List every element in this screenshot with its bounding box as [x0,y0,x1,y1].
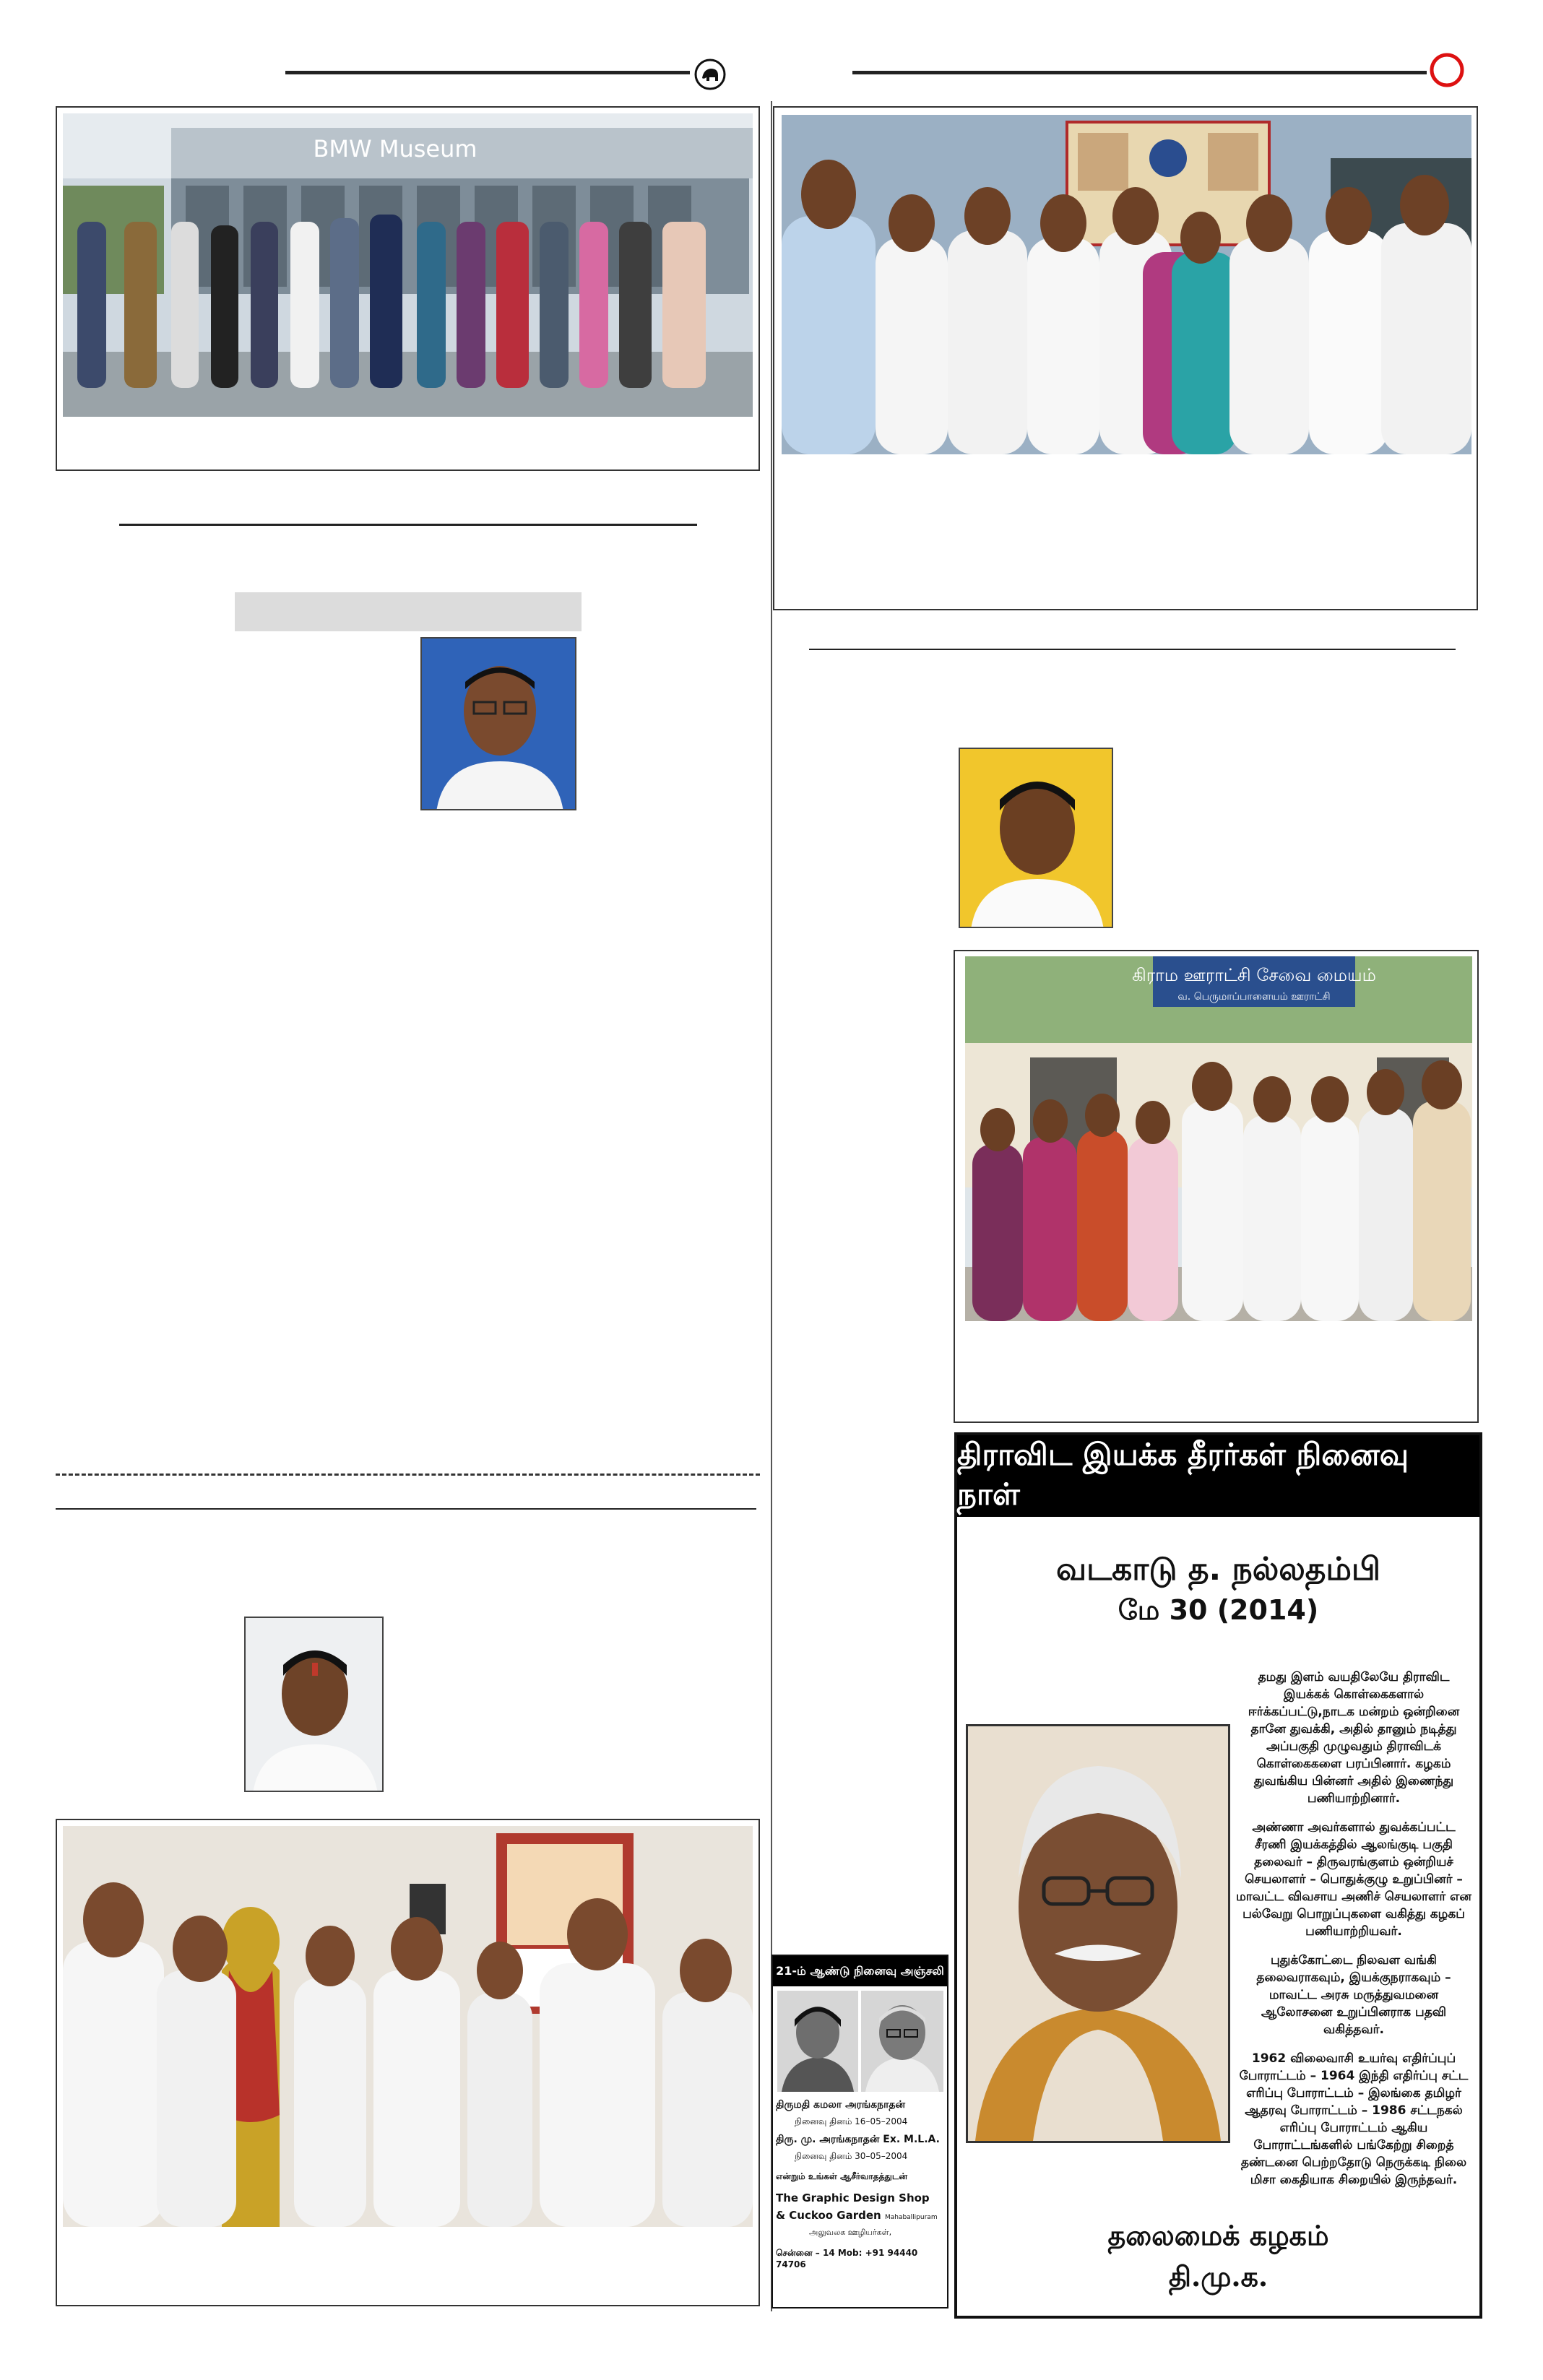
bmw-museum-photo [63,113,753,417]
left-gray-label-bar [235,592,582,631]
right-section-rule [809,649,1456,650]
header-rule-right [852,71,1427,74]
memorial-header-band [957,1435,1479,1517]
portrait-right-yellow [959,748,1113,928]
remembrance-date-1: நினைவு தினம் 16–05–2004 [795,2116,908,2126]
remembrance-shop-1: The Graphic Design Shop [776,2191,930,2204]
remembrance-shop-2 [776,2209,946,2222]
elephant-emblem-icon [693,58,727,91]
remembrance-blessing: என்றும் உங்கள் ஆசீர்வாதத்துடன் [776,2171,908,2181]
memorial-name: வடகாடு த. நல்லதம்பி [1055,1551,1381,1588]
remembrance-name-2: திரு. மு. அரங்கநாதன் Ex. M.L.A. [776,2134,940,2145]
group-photo-frame [773,106,1478,610]
rural-photo-frame [954,950,1479,1423]
portrait-left-top [420,637,576,810]
statue-photo-frame [56,1819,760,2306]
memorial-footer-1: தலைமைக் கழகம் [1107,2219,1329,2251]
group-ceremony-photo [782,115,1471,454]
memorial-ad [954,1432,1482,2319]
rural-signboard: கிராம ஊராட்சி சேவை மையம் [1132,965,1376,985]
remembrance-ad [772,1955,948,2308]
memorial-para-2: அண்ணா அவர்களால் துவக்கப்பட்ட சீரணி இயக்கத்தில் ஆலங்குடி பகுதி தலைவர் – திருவரங்குளம் ஒன்றியச் செயலாளர் – பொதுக்குழு உறுப்பினர் – மாவட்ட விவசாய அணிச் செயலாளர் என பல்வேறு பொறுப்புகளை வகித்து கழகப் பணியாற்றியவர். [1236,1820,1471,1939]
header-rule-left [285,71,690,74]
remembrance-contact: சென்னை – 14 Mob: +91 94440 74706 [776,2248,918,2269]
memorial-para-1: தமது இளம் வயதிலேயே திராவிட இயக்கக் கொள்கைகளால் ஈர்க்கப்பட்டு,நாடக மன்றம் ஒன்றினை தானே துவக்கி, அதில் தானும் நடித்து அப்பகுதி முழுவதும் திராவிடக் கொள்கைகளை பரப்பினார். கழகம் துவங்கிய பின்னர் அதில் இணைந்து பணியாற்றினார். [1248,1670,1460,1806]
statue-garland-photo [63,1826,753,2227]
left-dashed-separator [56,1474,760,1476]
rural-service-centre-photo [965,956,1472,1321]
remembrance-header: 21-ம் ஆண்டு நினைவு அஞ்சலி [776,1963,944,1978]
bmw-sign: BMW Museum [313,135,477,163]
red-circle-icon [1429,52,1465,88]
memorial-para-4: 1962 விலைவாசி உயர்வு எதிர்ப்புப் போராட்டம் – 1964 இந்தி எதிர்ப்பு சட்ட எரிப்பு போராட்டம் – இலங்கை தமிழர் ஆதரவு போராட்டம் – 1986 சட்டநகல் எரிப்பு போராட்டம் ஆகிய போராட்டங்களில் பங்கேற்று சிறைத் தண்டனை பெற்றதோடு நெருக்கடி நிலை மிசா கைதியாக சிறையில் இருந்தவர். [1239,2051,1469,2187]
portrait-left-lower [244,1617,384,1792]
remembrance-family: அலுவலக ஊழியர்கள், [809,2228,892,2237]
memorial-bio [1235,1669,1472,2189]
remembrance-photo-man [861,1991,943,2092]
left-section-rule [119,524,697,526]
memorial-date: மே 30 (2014) [1118,1594,1319,1626]
remembrance-shop-2-text: & Cuckoo Garden [776,2209,881,2222]
memorial-para-3: புதுக்கோட்டை நிலவள வங்கி தலைவராகவும், இயக்குநராகவும் – மாவட்ட அரசு மருத்துவமனை ஆலோசனை உறுப்பினராக பதவி வகித்தவர். [1256,1953,1451,2037]
memorial-footer-2: தி.மு.க. [1168,2260,1268,2293]
rural-signboard-sub: வ. பெருமாப்பாளையம் ஊராட்சி [1177,991,1331,1003]
remembrance-header-band [773,1956,947,1986]
bmw-photo-frame [56,106,760,471]
remembrance-photo-woman [777,1991,858,2092]
memorial-header: திராவிட இயக்க தீரர்கள் நினைவு நாள் [957,1436,1409,1512]
left-lower-rule [56,1508,756,1510]
memorial-portrait [966,1724,1230,2143]
remembrance-date-2: நினைவு தினம் 30–05–2004 [795,2151,908,2161]
remembrance-shop-place: Mahaballipuram [884,2214,938,2221]
remembrance-name-1: திருமதி கமலா அரங்கநாதன் [776,2099,906,2111]
